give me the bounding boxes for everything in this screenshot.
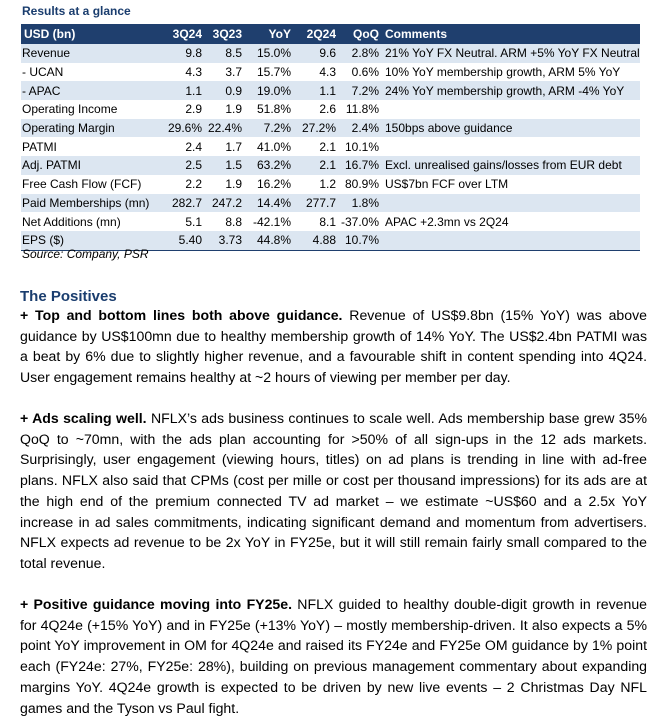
- value-cell: 7.2%: [336, 81, 379, 100]
- value-cell: 1.7: [202, 137, 242, 156]
- comment-cell: [379, 231, 640, 250]
- value-cell: 2.2: [162, 175, 202, 194]
- value-cell: 3.73: [202, 231, 242, 250]
- value-cell: 15.7%: [242, 63, 291, 82]
- value-cell: 19.0%: [242, 81, 291, 100]
- table-row: [21, 81, 640, 100]
- value-cell: 3.7: [202, 63, 242, 82]
- value-cell: 27.2%: [291, 119, 336, 138]
- table-header-row: [21, 24, 640, 44]
- value-cell: 1.9: [202, 100, 242, 119]
- comment-cell: [379, 194, 640, 213]
- value-cell: 9.6: [291, 44, 336, 63]
- results-table: [21, 24, 640, 251]
- column-header: 3Q23: [202, 24, 242, 44]
- row-label: Operating Margin: [21, 119, 162, 138]
- column-header: QoQ: [336, 24, 379, 44]
- value-cell: 4.3: [291, 63, 336, 82]
- table-row: [21, 175, 640, 194]
- value-cell: 63.2%: [242, 156, 291, 175]
- value-cell: 5.1: [162, 212, 202, 231]
- value-cell: 29.6%: [162, 119, 202, 138]
- value-cell: 2.6: [291, 100, 336, 119]
- column-header: 2Q24: [291, 24, 336, 44]
- row-label: Paid Memberships (mn): [21, 194, 162, 213]
- comment-cell: US$7bn FCF over LTM: [379, 175, 640, 194]
- table-row: [21, 156, 640, 175]
- table-row: [21, 194, 640, 213]
- comment-cell: 150bps above guidance: [379, 119, 640, 138]
- value-cell: 11.8%: [336, 100, 379, 119]
- value-cell: 2.9: [162, 100, 202, 119]
- value-cell: 51.8%: [242, 100, 291, 119]
- value-cell: 9.8: [162, 44, 202, 63]
- paragraph-lead: + Positive guidance moving into FY25e.: [20, 596, 293, 612]
- value-cell: -42.1%: [242, 212, 291, 231]
- value-cell: 1.9: [202, 175, 242, 194]
- comment-cell: [379, 137, 640, 156]
- value-cell: 15.0%: [242, 44, 291, 63]
- paragraph-top-bottom-lines: [20, 305, 647, 388]
- value-cell: 8.8: [202, 212, 242, 231]
- comment-cell: APAC +2.3mn vs 2Q24: [379, 212, 640, 231]
- value-cell: 1.1: [162, 81, 202, 100]
- paragraph-lead: + Ads scaling well.: [20, 410, 147, 426]
- value-cell: 282.7: [162, 194, 202, 213]
- column-header: USD (bn): [21, 24, 162, 44]
- source-note: Source: Company, PSR: [22, 247, 149, 261]
- paragraph-ads-scaling: [20, 408, 647, 574]
- value-cell: 44.8%: [242, 231, 291, 250]
- row-label: Net Additions (mn): [21, 212, 162, 231]
- table-row: [21, 137, 640, 156]
- value-cell: 4.88: [291, 231, 336, 250]
- value-cell: 2.8%: [336, 44, 379, 63]
- row-label: Free Cash Flow (FCF): [21, 175, 162, 194]
- value-cell: 2.4%: [336, 119, 379, 138]
- value-cell: 2.1: [291, 137, 336, 156]
- value-cell: 0.6%: [336, 63, 379, 82]
- value-cell: -37.0%: [336, 212, 379, 231]
- value-cell: 0.9: [202, 81, 242, 100]
- row-label: Revenue: [21, 44, 162, 63]
- value-cell: 1.5: [202, 156, 242, 175]
- value-cell: 22.4%: [202, 119, 242, 138]
- value-cell: 8.5: [202, 44, 242, 63]
- comment-cell: 10% YoY membership growth, ARM 5% YoY: [379, 63, 640, 82]
- value-cell: 5.40: [162, 231, 202, 250]
- value-cell: 4.3: [162, 63, 202, 82]
- table-title: Results at a glance: [22, 4, 131, 18]
- value-cell: 1.2: [291, 175, 336, 194]
- paragraph-lead: + Top and bottom lines both above guidance.: [20, 307, 343, 323]
- value-cell: 1.1: [291, 81, 336, 100]
- value-cell: 7.2%: [242, 119, 291, 138]
- value-cell: 10.1%: [336, 137, 379, 156]
- table-row: [21, 212, 640, 231]
- table-row: [21, 63, 640, 82]
- column-header: 3Q24: [162, 24, 202, 44]
- value-cell: 247.2: [202, 194, 242, 213]
- section-title: The Positives: [20, 288, 117, 305]
- value-cell: 277.7: [291, 194, 336, 213]
- row-label: PATMI: [21, 137, 162, 156]
- row-label: - APAC: [21, 81, 162, 100]
- table-row: [21, 44, 640, 63]
- paragraph-text: Revenue of US$9.8bn (15% YoY) was above guidance by US$100mn due to healthy membership growth of 14% YoY. The US$2.4bn PATMI was a beat by 6% due to slightly higher revenue, and a favourable shift in content spending into 4Q24. User engagement remains healthy at ~2 hours of viewing per member per day.: [20, 307, 647, 386]
- row-label: - UCAN: [21, 63, 162, 82]
- value-cell: 1.8%: [336, 194, 379, 213]
- row-label: Operating Income: [21, 100, 162, 119]
- value-cell: 8.1: [291, 212, 336, 231]
- row-label: EPS ($): [21, 231, 162, 250]
- comment-cell: Excl. unrealised gains/losses from EUR debt: [379, 156, 640, 175]
- paragraph-text: NFLX guided to healthy double-digit growth in revenue for 4Q24e (+15% YoY) and in FY25e (+13% YoY) – mostly membership-driven. It also expects a 5% point YoY improvement in OM for 4Q24e and raised its FY24e and FY25e OM guidance by 1% point each (FY24e: 27%, FY25e: 28%), building on previous management commentary about expanding margins YoY. 4Q24e growth is expected to be driven by new live events – 2 Christmas Day NFL games and the Tyson vs Paul fight.: [20, 596, 648, 716]
- row-label: Adj. PATMI: [21, 156, 162, 175]
- column-header: Comments: [379, 24, 640, 44]
- value-cell: 2.1: [291, 156, 336, 175]
- value-cell: 41.0%: [242, 137, 291, 156]
- value-cell: 2.5: [162, 156, 202, 175]
- comment-cell: 21% YoY FX Neutral. ARM +5% YoY FX Neutral: [379, 44, 640, 63]
- paragraph-text: NFLX’s ads business continues to scale well. Ads membership base grew 35% QoQ to ~70mn, with the ads plan accounting for >50% of all sign-ups in the 12 ads markets. Surprisingly, user engagement (viewing hours, titles) on ad plans is trending in line with ad-free plans. NFLX also said that CPMs (cost per mille or cost per thousand impressions) for its ads are at the high end of the premium connected TV ad market – we estimate ~US$60 and a 2.5x YoY increase in ad sales commitments, indicating significant demand and momentum from advertisers. NFLX expects ad revenue to be 2x YoY in FY25e, but it will still remain fairly small compared to the total revenue.: [20, 410, 647, 571]
- comment-cell: 24% YoY membership growth, ARM -4% YoY: [379, 81, 640, 100]
- table-row: [21, 119, 640, 138]
- value-cell: 2.4: [162, 137, 202, 156]
- value-cell: 80.9%: [336, 175, 379, 194]
- comment-cell: [379, 100, 640, 119]
- value-cell: 16.2%: [242, 175, 291, 194]
- column-header: YoY: [242, 24, 291, 44]
- table-row: [21, 100, 640, 119]
- value-cell: 16.7%: [336, 156, 379, 175]
- paragraph-positive-guidance: [20, 594, 647, 718]
- value-cell: 10.7%: [336, 231, 379, 250]
- value-cell: 14.4%: [242, 194, 291, 213]
